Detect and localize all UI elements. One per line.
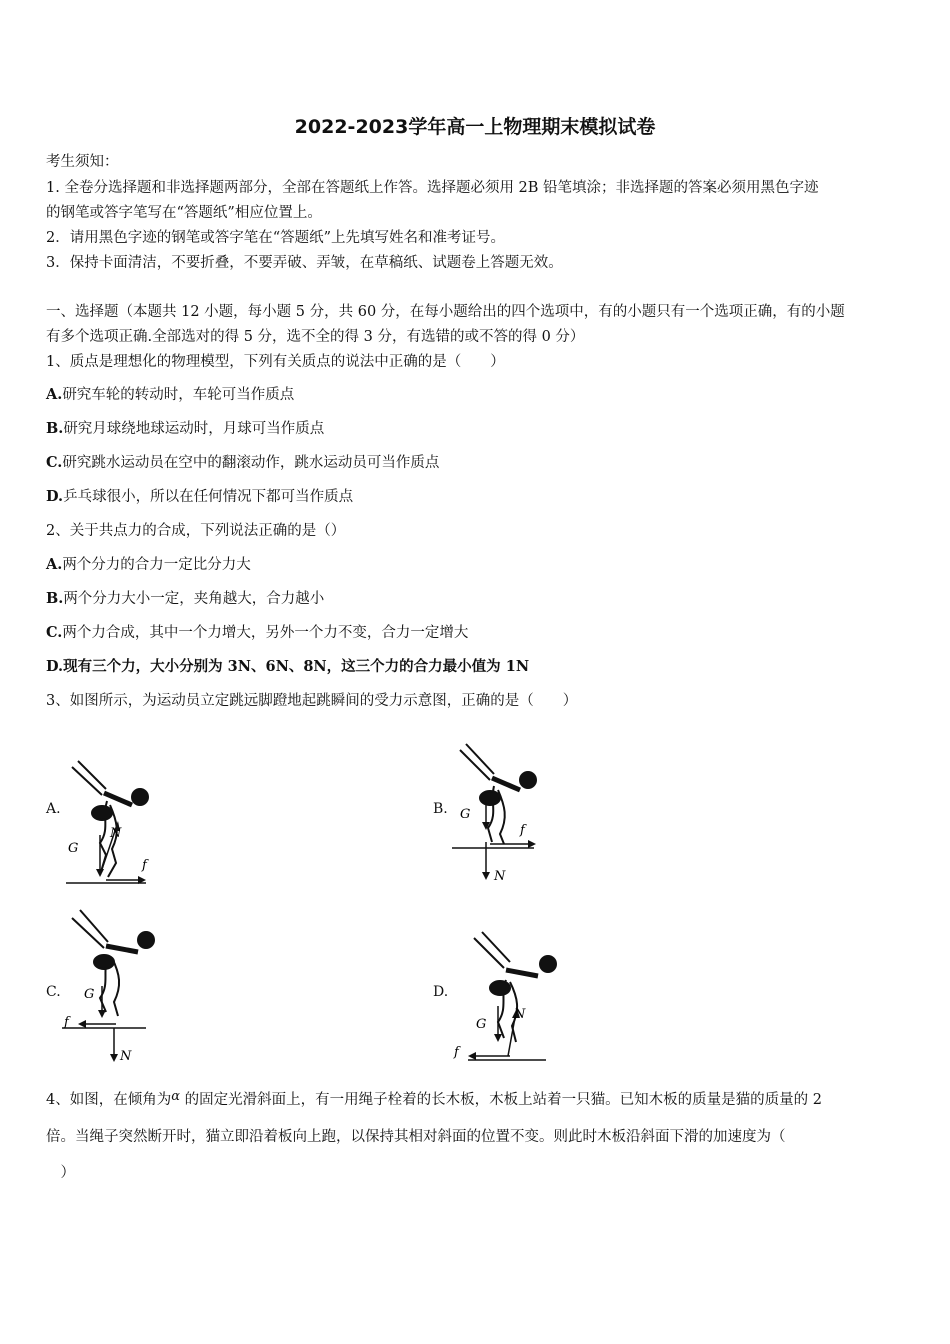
figure-label-a: A. <box>46 801 61 817</box>
question-stem: 2、关于共点力的合成，下列说法正确的是（） <box>46 523 346 539</box>
question-stem: ） <box>46 1165 75 1181</box>
question-stem: 倍。当绳子突然断开时，猫立即沿着板向上跑，以保持其相对斜面的位置不变。则此时木板沿斜面下滑的加速度为（ <box>46 1129 786 1145</box>
question-stem: 3、如图所示，为运动员立定跳远脚蹬地起跳瞬间的受力示意图，正确的是（ ） <box>46 693 578 709</box>
option-b: B.两个分力大小一定，夹角越大，合力越小 <box>46 590 325 607</box>
friction-label: f <box>454 1045 459 1060</box>
option-c: C.两个力合成，其中一个力增大，另外一个力不变，合力一定增大 <box>46 624 469 641</box>
question-stem: 4、如图，在倾角为α 的固定光滑斜面上，有一用绳子栓着的长木板，木板上站着一只猫。已知木板的质量是猫的质量的 2 <box>46 1089 822 1108</box>
notice-item: 1. 全卷分选择题和非选择题两部分，全部在答题纸上作答。选择题必须用 2B 铅笔填涂；非选择题的答案必须用黑色字迹 <box>46 180 819 196</box>
section-heading: 有多个选项正确.全部选对的得 5 分，选不全的得 3 分，有选错的或不答的得 0 分） <box>46 329 585 345</box>
alpha-symbol: α <box>171 1089 181 1104</box>
option-a: A.两个分力的合力一定比分力大 <box>46 556 251 573</box>
option-d: D.现有三个力，大小分别为 3N、6N、8N，这三个力的合力最小值为 1N <box>46 658 530 675</box>
jumper-diagram <box>452 720 582 890</box>
friction-label: f <box>64 1015 69 1030</box>
figure-label-d: D. <box>433 984 449 1000</box>
gravity-label: G <box>68 841 79 856</box>
notice-heading: 考生须知： <box>46 154 119 170</box>
notice-item: 2．请用黑色字迹的钢笔或答字笔在“答题纸”上先填写姓名和准考证号。 <box>46 230 506 246</box>
gravity-label: G <box>84 987 95 1002</box>
jumper-diagram <box>62 725 192 895</box>
friction-label: f <box>142 858 147 873</box>
figure-c <box>62 900 192 1070</box>
normal-force-label: N <box>120 1049 132 1064</box>
option-c: C.研究跳水运动员在空中的翻滚动作，跳水运动员可当作质点 <box>46 454 440 471</box>
normal-force-label: N <box>494 869 506 884</box>
section-heading: 一、选择题（本题共 12 小题，每小题 5 分，共 60 分，在每小题给出的四个选项中，有的小题只有一个选项正确，有的小题 <box>46 304 845 320</box>
normal-force-label: N <box>110 826 122 841</box>
gravity-label: G <box>476 1017 487 1032</box>
figure-b <box>452 720 582 890</box>
figure-label-c: C. <box>46 984 61 1000</box>
jumper-diagram <box>62 900 192 1070</box>
figure-d <box>450 928 580 1098</box>
figure-a <box>62 725 192 895</box>
option-d: D.乒乓球很小，所以在任何情况下都可当作质点 <box>46 488 354 505</box>
jumper-diagram <box>450 928 580 1098</box>
option-b: B.研究月球绕地球运动时，月球可当作质点 <box>46 420 325 437</box>
notice-item: 3．保持卡面清洁，不要折叠，不要弄破、弄皱，在草稿纸、试题卷上答题无效。 <box>46 255 563 271</box>
figure-label-b: B. <box>433 801 448 817</box>
friction-label: f <box>520 823 525 838</box>
gravity-label: G <box>460 807 471 822</box>
question-stem: 1、质点是理想化的物理模型，下列有关质点的说法中正确的是（ ） <box>46 354 505 370</box>
notice-item: 的钢笔或答字笔写在“答题纸”相应位置上。 <box>46 205 322 221</box>
option-a: A.研究车轮的转动时，车轮可当作质点 <box>46 386 295 403</box>
normal-force-label: N <box>514 1007 526 1022</box>
page-title: 2022-2023学年高一上物理期末模拟试卷 <box>294 116 656 138</box>
